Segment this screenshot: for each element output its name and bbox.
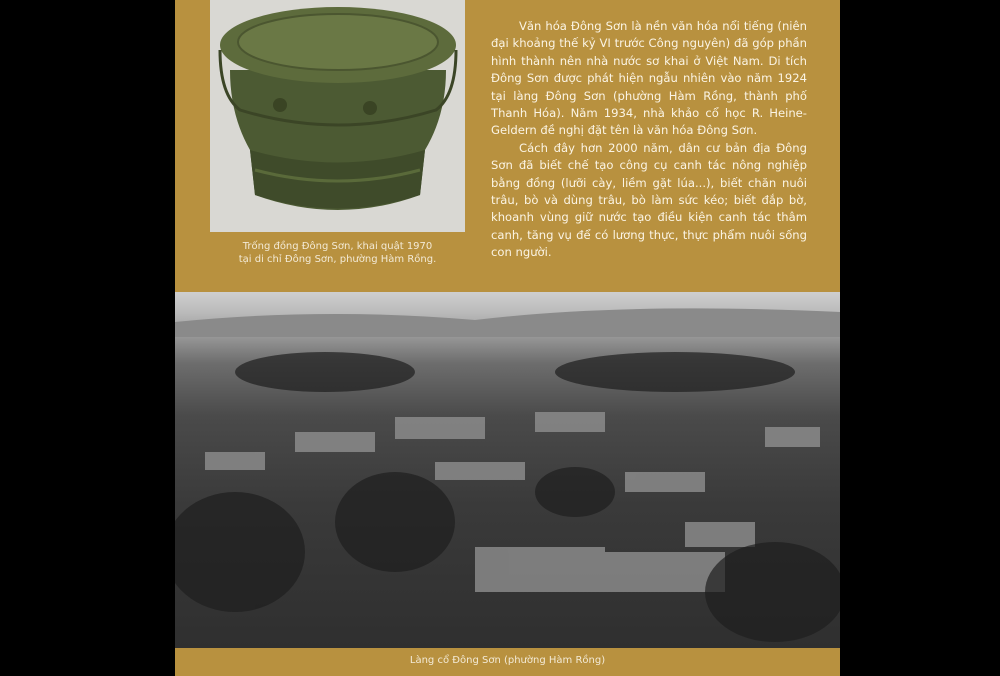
document-page bbox=[175, 0, 840, 676]
bronze-drum-photo bbox=[210, 0, 465, 232]
drum-photo-caption bbox=[210, 240, 465, 266]
dong-son-village-photo bbox=[175, 292, 840, 648]
village-photo-caption: Làng cổ Đông Sơn (phường Hàm Rồng) bbox=[409, 655, 606, 666]
paragraph-2: Cách đây hơn 2000 năm, dân cư bản địa Đông Sơn đã biết chế tạo công cụ canh tác nông nghiệp bằng đồng (lưỡi cày, liềm gặt lúa...), biết chăn nuôi trâu, bò và dùng trâu, bò làm sức kéo; biết đắp bờ, khoanh vùng giữ nước tạo điều kiện canh tác thâm canh, tăng vụ để có lương thực, thực phẩm nuôi sống con người. bbox=[491, 140, 807, 260]
drum-caption-line-2: tại di chỉ Đông Sơn, phường Hàm Rồng. bbox=[238, 254, 437, 265]
paragraph-1: Văn hóa Đông Sơn là nền văn hóa nổi tiếng (niên đại khoảng thế kỷ VI trước Công nguyên) đã góp phần hình thành nên nhà nước sơ khai ở Việt Nam. Di tích Đông Sơn được phát hiện ngẫu nhiên vào năm 1924 tại làng Đông Sơn (phường Hàm Rồng, thành phố Thanh Hóa). Năm 1934, nhà khảo cổ học R. Heine-Geldern đề nghị đặt tên là văn hóa Đông Sơn. bbox=[491, 19, 807, 138]
drum-caption-line-1: Trống đồng Đông Sơn, khai quật 1970 bbox=[242, 241, 433, 252]
article-text bbox=[491, 18, 807, 262]
